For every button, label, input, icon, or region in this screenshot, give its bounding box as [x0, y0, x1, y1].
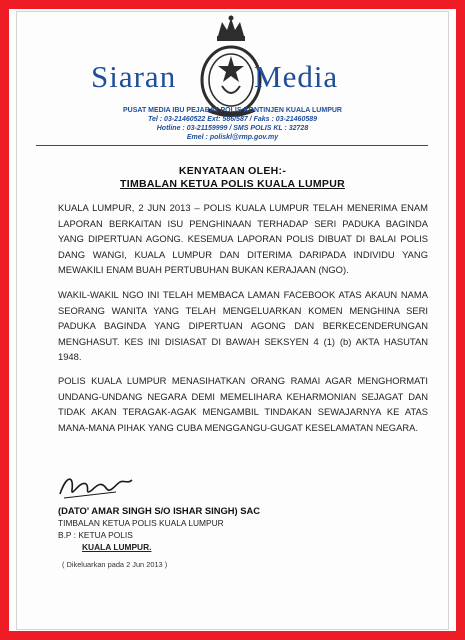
statement-subheading: TIMBALAN KETUA POLIS KUALA LUMPUR — [120, 178, 345, 190]
handwritten-signature-icon — [56, 470, 136, 502]
brand-media: Media — [254, 59, 339, 94]
header-divider — [36, 145, 428, 146]
address-line: PUSAT MEDIA IBU PEJABAT POLIS KONTINJEN KUALA LUMPUR — [123, 107, 342, 114]
hotline-line: Hotline : 03-21159999 / SMS POLIS KL : 32728 — [156, 125, 309, 132]
signatory-name: (DATO' AMAR SINGH S/O ISHAR SINGH) SAC — [58, 505, 261, 516]
signatory-location: KUALA LUMPUR. — [82, 542, 152, 552]
issued-date: ( Dikeluarkan pada 2 Jun 2013 ) — [62, 560, 168, 569]
statement-heading: KENYATAAN OLEH:- — [178, 165, 287, 177]
email-line: Emel : poliskl@rmp.gov.my — [186, 134, 279, 141]
signatory-bp: B.P : KETUA POLIS — [58, 530, 133, 540]
paragraph-3: POLIS KUALA LUMPUR MENASIHATKAN ORANG RAMAI AGAR MENGHORMATI UNDANG-UNDANG NEGARA DEMI MEMELIHARA KEHARMONIAN SEJAGAT DAN TIDAK AKAN TERAGAK-AGAK MENGAMBIL TINDAKAN SEWAJARNYA KE ATAS MANA-MANA PIHAK YANG CUBA MENGGANGU-GUGAT KESELAMATAN NEGARA. — [58, 375, 428, 433]
paragraph-1: KUALA LUMPUR, 2 JUN 2013 – POLIS KUALA LUMPUR TELAH MENERIMA ENAM LAPORAN BERKAITAN ISU PENGHINAAN TERHADAP SERI PADUKA BAGINDA YANG DIPERTUAN AGONG. KESEMUA LAPORAN POLIS DIBUAT DI BALAI POLIS DANG WANGI, KUALA LUMPUR DAN DITERIMA DARIPADA INDIVIDU YANG MEWAKILI ENAM BUAH PERTUBUHAN BUKAN KERAJAAN (NGO). — [58, 202, 428, 276]
signatory-title: TIMBALAN KETUA POLIS KUALA LUMPUR — [58, 518, 224, 528]
paragraph-2: WAKIL-WAKIL NGO INI TELAH MEMBACA LAMAN FACEBOOK ATAS AKAUN NAMA SEORANG WANITA YANG TELAH MENGELUARKAN KOMEN MENGHINA SERI PADUKA BAGINDA YANG DIPERTUAN AGONG DAN BERKECENDERUNGAN MENGHASUT. KES INI DISIASAT DI BAWAH SEKSYEN 4 (1) (b) AKTA HASUTAN 1948. — [58, 289, 428, 363]
brand-siaran: Siaran — [91, 59, 177, 94]
tel-fax-line: Tel : 03-21460522 Ext: 586/587 / Faks : 03-21460589 — [147, 116, 318, 123]
